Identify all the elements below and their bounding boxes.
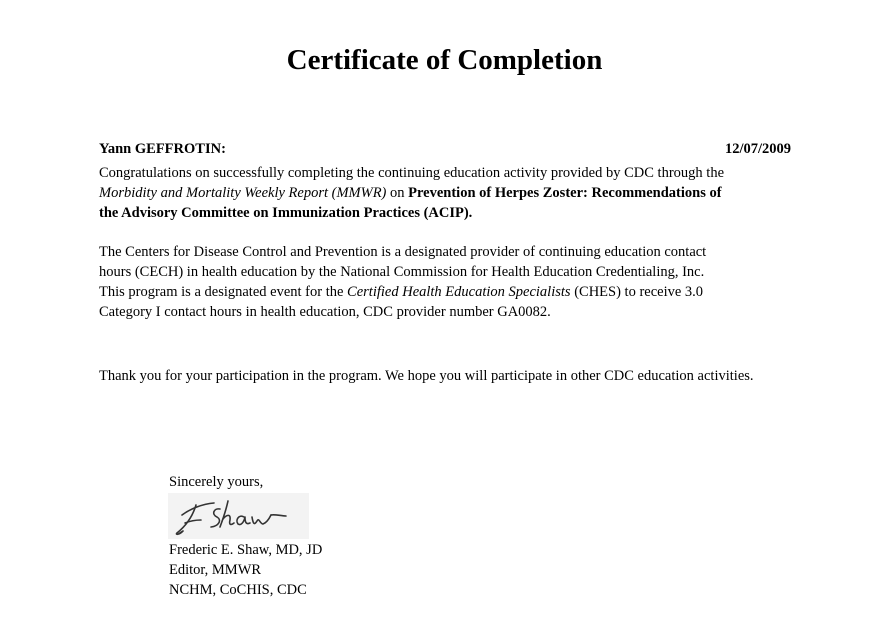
publication-name: Morbidity and Mortality Weekly Report (MMWR) [99, 185, 387, 201]
accreditation-text-a: The Centers for Disease Control and Prevention is a designated provider of continuing education contact hours (CECH) in health education by the National Commission for Health Education Credentialing, Inc. This program is a designated event for the [99, 244, 707, 300]
accreditation-text-b: (CHES) to receive 3.0 Category I contact hours in health education, CDC provider number GA0082. [99, 284, 704, 320]
signature-image [168, 493, 309, 539]
closing-salutation: Sincerely yours, [169, 474, 264, 490]
activity-title: Prevention of Herpes Zoster: Recommendations of the Advisory Committee on Immunization Practices (ACIP). [99, 185, 722, 221]
congratulations-intro: Congratulations on successfully completing the continuing education activity provided by CDC through the [99, 165, 725, 181]
certificate-date: 12/07/2009 [724, 141, 791, 157]
thank-you-paragraph: Thank you for your participation in the program. We hope you will participate in other CDC education activities. [99, 368, 754, 384]
signer-name: Frederic E. Shaw, MD, JD [169, 542, 323, 558]
signature-icon [168, 493, 309, 539]
signer-org: NCHM, CoCHIS, CDC [169, 582, 307, 598]
congratulations-paragraph [99, 163, 724, 223]
recipient-name: Yann GEFFROTIN: [99, 141, 226, 157]
signer-block [169, 540, 322, 600]
certificate-title: Certificate of Completion [286, 44, 603, 76]
recipient-row [99, 139, 791, 159]
signer-title: Editor, MMWR [169, 562, 262, 578]
accreditation-paragraph [99, 242, 729, 322]
ches-designation: Certified Health Education Specialists [347, 284, 571, 300]
congratulations-connector: on [386, 185, 409, 201]
